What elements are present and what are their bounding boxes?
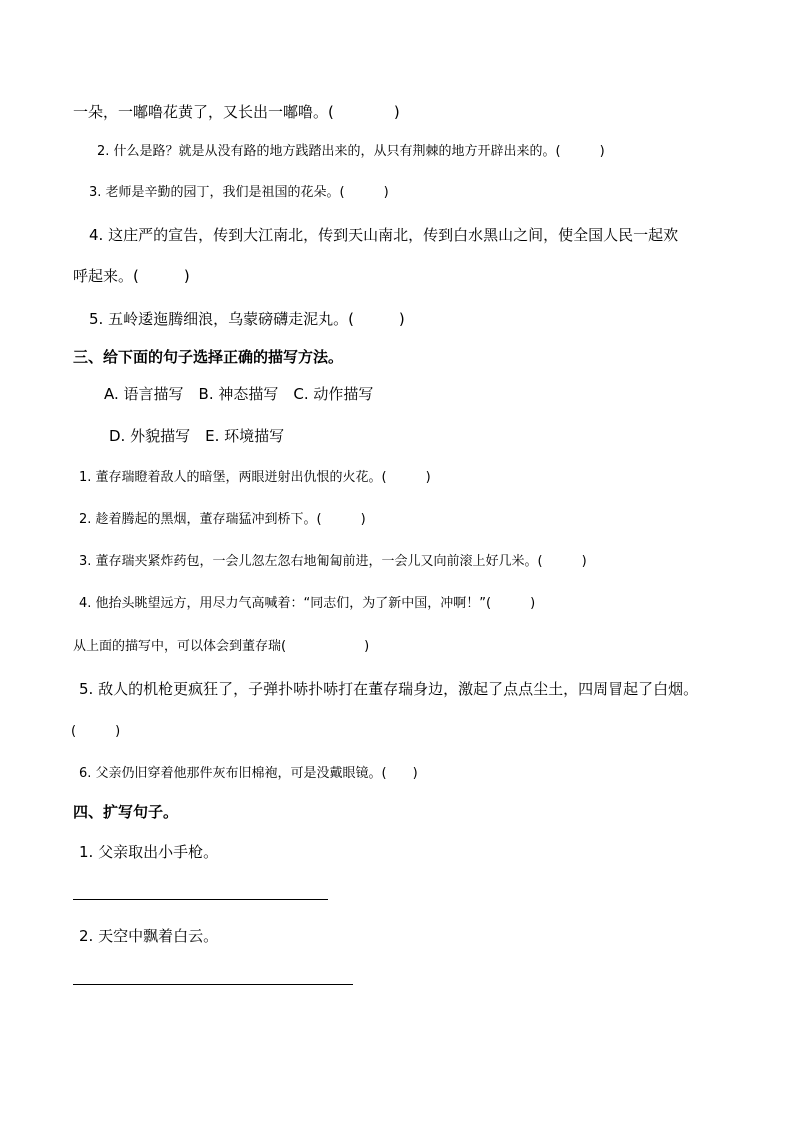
question-text: 1. 董存瑞瞪着敌人的暗堡，两眼迸射出仇恨的火花。( ) [79,470,431,485]
question-text: 3. 董存瑞夹紧炸药包，一会儿忽左忽右地匍匐前进，一会儿又向前滚上好几米。( ) [79,554,587,569]
question-text: 4. 这庄严的宣告，传到大江南北，传到天山南北，传到白水黑山之间，使全国人民一起欢 [89,226,679,244]
question-text: 6. 父亲仍旧穿着他那件灰布旧棉袍，可是没戴眼镜。( ) [79,766,418,781]
question-text: 一朵，一嘟噜花黄了，又长出一嘟噜。( ) [73,103,400,121]
answer-line [73,899,328,900]
answer-blank: ( ) [71,724,121,739]
question-text: 5. 五岭逶迤腾细浪，乌蒙磅礴走泥丸。( ) [89,310,405,328]
answer-line [73,984,353,985]
section-heading: 四、扩写句子。 [73,803,179,821]
option-list: A. 语言描写 B. 神态描写 C. 动作描写 [104,385,374,403]
question-text: 5. 敌人的机枪更疯狂了，子弹扑哧扑哧打在董存瑞身边，激起了点点尘土，四周冒起了白烟。 [79,680,699,698]
question-text: 4. 他抬头眺望远方，用尽力气高喊着：“同志们，为了新中国，冲啊！”( ) [79,596,536,611]
question-text: 2. 趁着腾起的黑烟，董存瑞猛冲到桥下。( ) [79,512,366,527]
question-text: 2. 什么是路？就是从没有路的地方践踏出来的，从只有荆棘的地方开辟出来的。( ) [97,144,605,159]
option-list: D. 外貌描写 E. 环境描写 [109,427,285,445]
question-text: 1. 父亲取出小手枪。 [79,843,219,861]
question-text: 2. 天空中飘着白云。 [79,927,219,945]
question-text: 呼起来。( ) [73,267,190,285]
question-text: 3. 老师是辛勤的园丁，我们是祖国的花朵。( ) [89,185,389,200]
section-heading: 三、给下面的句子选择正确的描写方法。 [73,348,344,366]
question-text: 从上面的描写中，可以体会到董存瑞( ) [73,639,370,654]
